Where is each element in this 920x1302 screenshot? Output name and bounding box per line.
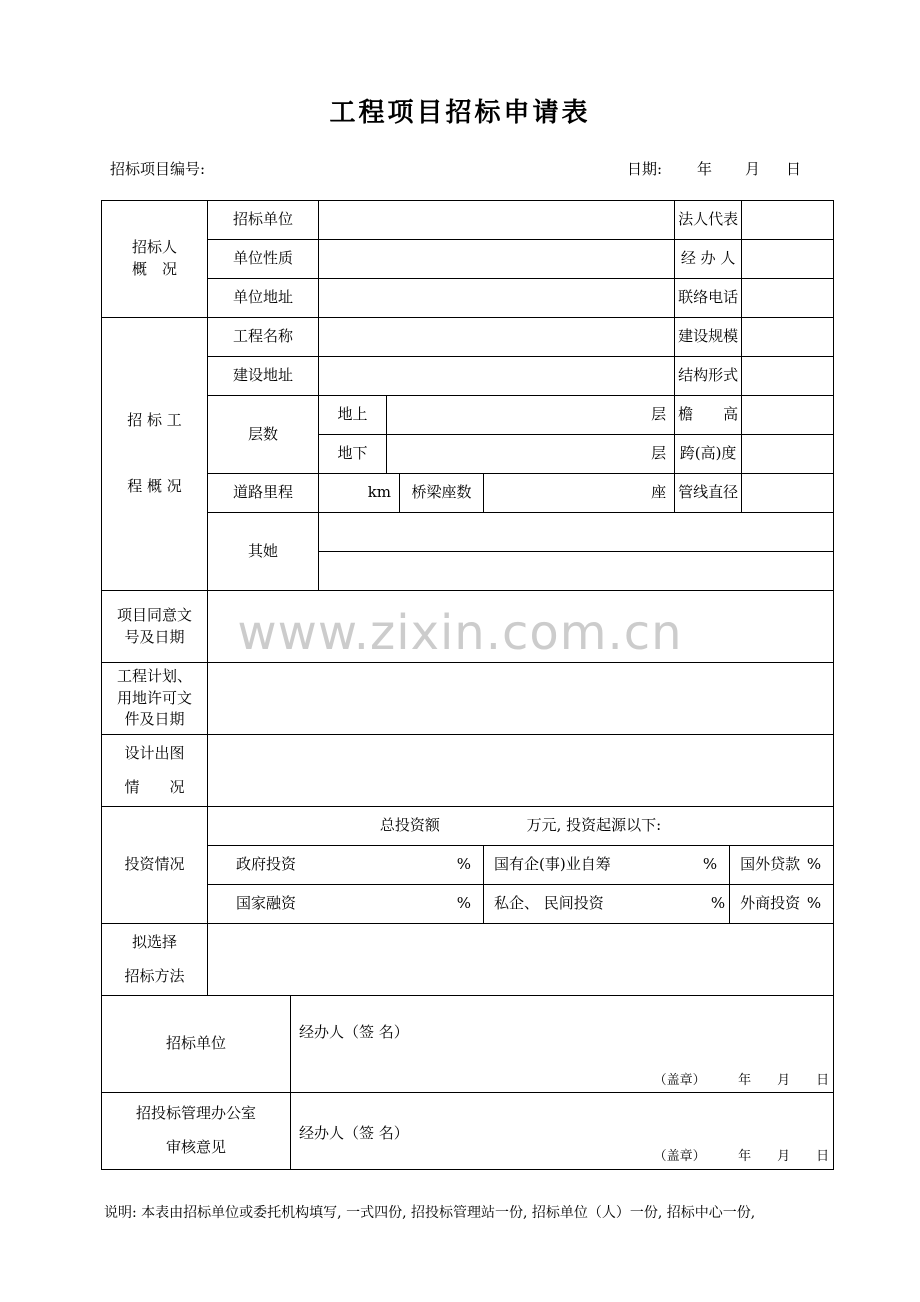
planning-label: 工程计划、 用地许可文 件及日期 [102,663,208,735]
site-field[interactable] [319,357,675,396]
sign-unit-label: 招标单位 [102,996,291,1093]
design-field[interactable] [208,735,834,807]
address-field[interactable] [319,279,675,318]
footnote: 说明: 本表由招标单位或委托机构填写, 一式四份, 招投标管理站一份, 招标单位（人）一份, 招标中心一份, [104,1205,756,1221]
bridge-count-field[interactable]: 座 [484,474,675,513]
form-title: 工程项目招标申请表 [329,98,591,128]
eave-height-field[interactable] [742,396,834,435]
watermark-text: www.zixin.com.cn [237,605,683,661]
sign-unit-handler: 经办人（签 名） [299,1023,409,1041]
scale-field[interactable] [742,318,834,357]
method-field[interactable] [208,924,834,996]
scale-label: 建设规模 [675,318,742,357]
date-day: 日 [786,160,802,178]
address-label: 单位地址 [208,279,319,318]
soe-investment-field[interactable]: 国有企(事)业自筹 % [484,846,730,885]
pipe-diameter-field[interactable] [742,474,834,513]
date-month: 月 [745,160,761,178]
planning-field[interactable] [208,663,834,735]
approval-label: 项目同意文 号及日期 [102,591,208,663]
applicant-section-label: 招标人 概 况 [102,201,208,318]
design-label: 设计出图 情 况 [102,735,208,807]
other-field-1[interactable] [319,513,834,552]
total-investment-label: 总投资额 [379,816,440,835]
sign-unit-field[interactable] [291,996,834,1093]
foreign-loan-field[interactable]: 国外贷款 % [730,846,834,885]
review-stamp-date: （盖章） 年 月 日 [653,1149,830,1164]
handler-label: 经 办 人 [675,240,742,279]
handler-field[interactable] [742,240,834,279]
road-length-label: 道路里程 [208,474,319,513]
review-office-label: 招投标管理办公室 审核意见 [102,1093,291,1170]
unit-field[interactable] [319,201,675,240]
method-label: 拟选择 招标方法 [102,924,208,996]
project-name-label: 工程名称 [208,318,319,357]
unit-label: 招标单位 [208,201,319,240]
span-label: 跨(高)度 [675,435,742,474]
bridge-count-label: 桥梁座数 [400,474,484,513]
eave-height-label: 檐 高 [675,396,742,435]
phone-field[interactable] [742,279,834,318]
nature-label: 单位性质 [208,240,319,279]
above-ground-label: 地上 [319,396,387,435]
nature-field[interactable] [319,240,675,279]
date-year: 年 [697,160,713,178]
total-investment-row[interactable] [208,807,834,846]
total-investment-unit: 万元, 投资起源以下: [526,816,662,835]
sign-unit-stamp-date: （盖章） 年 月 日 [653,1073,830,1088]
foreign-investment-field[interactable]: 外商投资 % [730,885,834,924]
application-form [101,200,834,1170]
structure-label: 结构形式 [675,357,742,396]
gov-investment-field[interactable]: 政府投资 % [208,846,484,885]
legal-rep-label: 法人代表 [675,201,742,240]
phone-label: 联络电话 [675,279,742,318]
review-handler: 经办人（签 名） [299,1124,409,1142]
date-label: 日期: [627,160,663,178]
legal-rep-field[interactable] [742,201,834,240]
project-section-label: 招 标 工 程 概 况 [102,318,208,591]
investment-label: 投资情况 [102,807,208,924]
floors-label: 层数 [208,396,319,474]
below-ground-field[interactable]: 层 [387,435,675,474]
structure-field[interactable] [742,357,834,396]
below-ground-label: 地下 [319,435,387,474]
span-field[interactable] [742,435,834,474]
national-financing-field[interactable]: 国家融资 % [208,885,484,924]
private-investment-field[interactable]: 私企、 民间投资 % [484,885,730,924]
approval-field[interactable] [208,591,834,663]
other-field-2[interactable] [319,552,834,591]
project-name-field[interactable] [319,318,675,357]
site-label: 建设地址 [208,357,319,396]
pipe-diameter-label: 管线直径 [675,474,742,513]
above-ground-field[interactable]: 层 [387,396,675,435]
review-office-field[interactable] [291,1093,834,1170]
project-number-label: 招标项目编号: [110,160,206,178]
road-length-field[interactable]: km [319,474,400,513]
other-label: 其她 [208,513,319,591]
